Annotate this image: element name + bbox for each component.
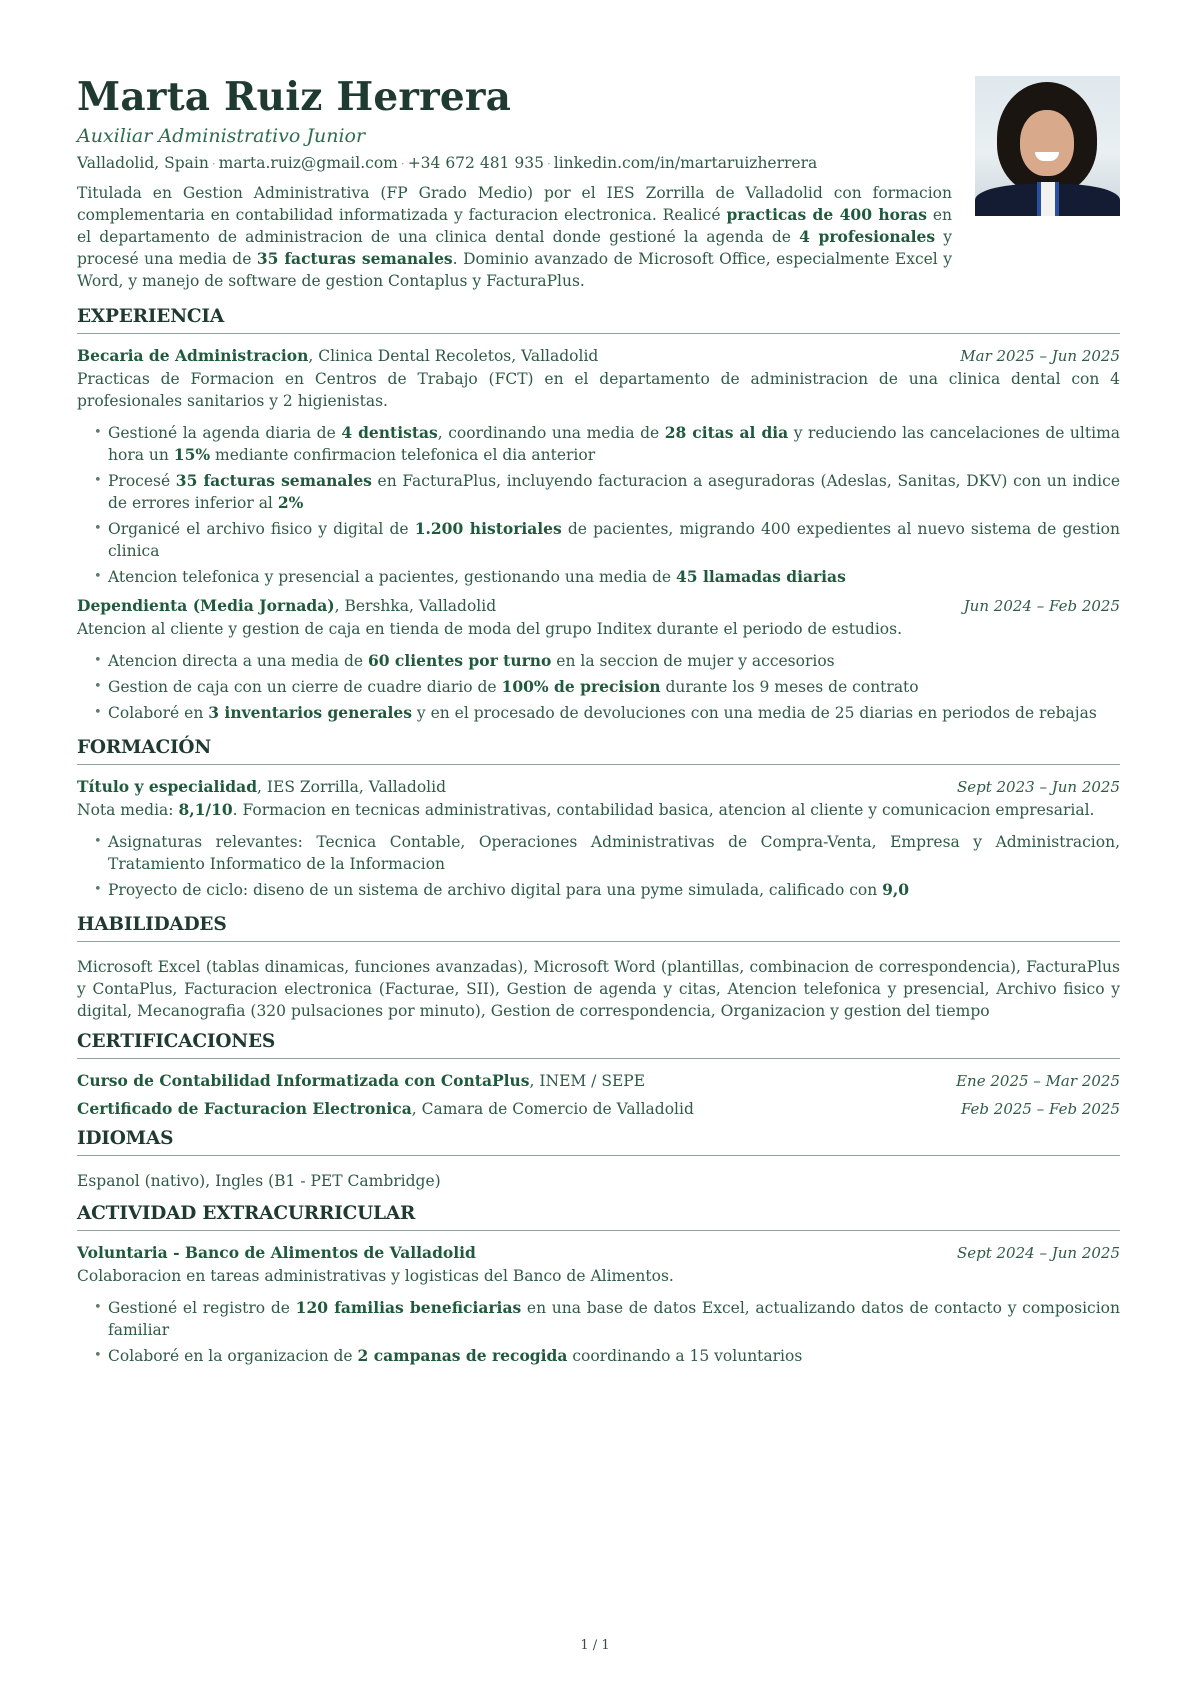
entry-date: Sept 2024 – Jun 2025	[956, 1244, 1120, 1262]
summary-highlight: 4 profesionales	[799, 227, 936, 246]
section-certificaciones	[77, 1030, 1120, 1121]
job-org: , Clinica Dental Recoletos, Valladolid	[308, 347, 599, 365]
bullet-item: • Asignaturas relevantes: Tecnica Contable, Operaciones Administrativas de Compra-Venta, Empresa y Administracion, Tratamiento Informatico de la Informacion	[77, 831, 1120, 875]
summary-text: en el departamento de administracion de una clinica dental donde gestioné la agenda de	[77, 206, 952, 246]
experience-entry	[77, 594, 1120, 724]
entry-date: Jun 2024 – Feb 2025	[963, 597, 1120, 615]
section-divider	[77, 1230, 1120, 1231]
bullet-item: • Atencion directa a una media de 60 clientes por turno en la seccion de mujer y accesorios	[77, 650, 1120, 672]
job-role: Becaria de Administracion	[77, 346, 309, 365]
candidate-role: Auxiliar Administrativo Junior	[77, 125, 366, 147]
bullet-list	[77, 422, 1120, 588]
bullet-item: • Atencion telefonica y presencial a pacientes, gestionando una media de 45 llamadas diarias	[77, 566, 1120, 588]
entry-date: Ene 2025 – Mar 2025	[956, 1072, 1120, 1090]
resume-header	[77, 0, 1120, 305]
summary-text: y procesé una media de	[77, 228, 952, 268]
bullet-item: • Gestion de caja con un cierre de cuadre diario de 100% de precision durante los 9 meses de contrato	[77, 676, 1120, 698]
languages-list: Espanol (nativo), Ingles (B1 - PET Cambridge)	[77, 1172, 441, 1190]
contact-phone[interactable]: +34 672 481 935	[407, 154, 544, 172]
summary-highlight: practicas de 400 horas	[726, 205, 927, 224]
job-org: , Bershka, Valladolid	[334, 597, 497, 615]
certification-name: Certificado de Facturacion Electronica	[77, 1099, 412, 1118]
resume-page	[77, 0, 1120, 1373]
entry-date: Mar 2025 – Jun 2025	[960, 347, 1120, 365]
section-formacion	[77, 736, 1120, 901]
job-role: Dependienta (Media Jornada)	[77, 596, 335, 615]
degree-title: Título y especialidad	[77, 777, 258, 796]
section-title: IDIOMAS	[77, 1128, 174, 1149]
bullet-item: • Colaboré en 3 inventarios generales y en el procesado de devoluciones con una media de 25 diarias en periodos de rebajas	[77, 702, 1120, 724]
certification-item	[77, 1069, 1120, 1093]
entry-description: Colaboracion en tareas administrativas y logisticas del Banco de Alimentos.	[77, 1267, 674, 1285]
entry-title	[77, 344, 598, 368]
summary-text: . Dominio avanzado de Microsoft Office, especialmente Excel y Word, y manejo de software de gestion Contaplus y FacturaPlus.	[77, 250, 952, 290]
section-habilidades	[77, 913, 1120, 1022]
bullet-item: • Colaboré en la organizacion de 2 campanas de recogida coordinando a 15 voluntarios	[77, 1345, 1120, 1367]
bullet-item: • Proyecto de ciclo: diseno de un sistema de archivo digital para una pyme simulada, calificado con 9,0	[77, 879, 1120, 901]
bullet-item: • Organicé el archivo fisico y digital de 1.200 historiales de pacientes, migrando 400 expedientes al nuevo sistema de gestion clinica	[77, 518, 1120, 562]
summary-text: Titulada en Gestion Administrativa (FP Grado Medio) por el IES Zorrilla de Valladolid con formacion complementaria en contabilidad informatizada y facturacion electronica. Realicé	[77, 184, 952, 224]
activity-title: Voluntaria - Banco de Alimentos de Valladolid	[77, 1243, 476, 1262]
bullet-list	[77, 650, 1120, 724]
contact-linkedin[interactable]: linkedin.com/in/martaruizherrera	[553, 154, 818, 172]
certification-name: Curso de Contabilidad Informatizada con ContaPlus	[77, 1071, 530, 1090]
candidate-name: Marta Ruiz Herrera	[77, 74, 512, 120]
contact-separator: ·	[546, 157, 551, 171]
profile-summary	[77, 182, 952, 292]
page-number: 1 / 1	[580, 1638, 610, 1653]
entry-title	[77, 775, 446, 799]
entry-description: Atencion al cliente y gestion de caja en tienda de moda del grupo Inditex durante el periodo de estudios.	[77, 620, 903, 638]
section-title: EXPERIENCIA	[77, 306, 225, 327]
section-divider	[77, 1155, 1120, 1156]
section-divider	[77, 333, 1120, 334]
profile-photo	[975, 76, 1120, 216]
section-title: CERTIFICACIONES	[77, 1031, 276, 1052]
school-name: , IES Zorrilla, Valladolid	[257, 778, 447, 796]
certification-issuer: , Camara de Comercio de Valladolid	[411, 1100, 694, 1118]
bullet-item: • Gestioné el registro de 120 familias beneficiarias en una base de datos Excel, actualizando datos de contacto y composicion familiar	[77, 1297, 1120, 1341]
bullet-item: • Procesé 35 facturas semanales en FacturaPlus, incluyendo facturacion a aseguradoras (Adeslas, Sanitas, DKV) con un indice de errores inferior al 2%	[77, 470, 1120, 514]
bullet-list	[77, 1297, 1120, 1367]
bullet-list	[77, 831, 1120, 901]
entry-description: Nota media: 8,1/10. Formacion en tecnicas administrativas, contabilidad basica, atencion al cliente y comunicacion empresarial.	[77, 800, 1095, 819]
entry-date: Sept 2023 – Jun 2025	[956, 778, 1120, 796]
bullet-item: • Gestioné la agenda diaria de 4 dentistas, coordinando una media de 28 citas al dia y reduciendo las cancelaciones de ultima hora un 15% mediante confirmacion telefonica el dia anterior	[77, 422, 1120, 466]
section-title: HABILIDADES	[77, 914, 227, 935]
section-title: FORMACIÓN	[77, 737, 212, 758]
contact-location: Valladolid, Spain	[77, 154, 209, 172]
entry-title	[77, 1241, 476, 1265]
skills-list: Microsoft Excel (tablas dinamicas, funciones avanzadas), Microsoft Word (plantillas, combinacion de correspondencia), FacturaPlus y ContaPlus, Facturacion electronica (Facturae, SII), Gestion de agenda y citas, Atencion telefonica y presencial, Archivo fisico y digital, Mecanografia (320 pulsaciones por minuto), Gestion de correspondencia, Organizacion y gestion del tiempo	[77, 958, 1120, 1020]
contact-line	[77, 151, 1120, 176]
section-divider	[77, 941, 1120, 942]
section-extracurricular	[77, 1202, 1120, 1367]
entry-description: Practicas de Formacion en Centros de Trabajo (FCT) en el departamento de administracion de una clinica dental con 4 profesionales sanitarios y 2 higienistas.	[77, 370, 1120, 410]
certification-issuer: , INEM / SEPE	[529, 1072, 646, 1090]
section-experiencia	[77, 305, 1120, 724]
experience-entry	[77, 344, 1120, 588]
contact-separator: ·	[400, 157, 405, 171]
section-title: ACTIVIDAD EXTRACURRICULAR	[77, 1203, 416, 1224]
section-divider	[77, 1058, 1120, 1059]
contact-separator: ·	[211, 157, 216, 171]
section-idiomas	[77, 1127, 1120, 1192]
entry-title	[77, 594, 496, 618]
section-divider	[77, 764, 1120, 765]
summary-highlight: 35 facturas semanales	[256, 249, 453, 268]
entry-date: Feb 2025 – Feb 2025	[960, 1100, 1120, 1118]
contact-email[interactable]: marta.ruiz@gmail.com	[218, 154, 398, 172]
certification-item	[77, 1097, 1120, 1121]
